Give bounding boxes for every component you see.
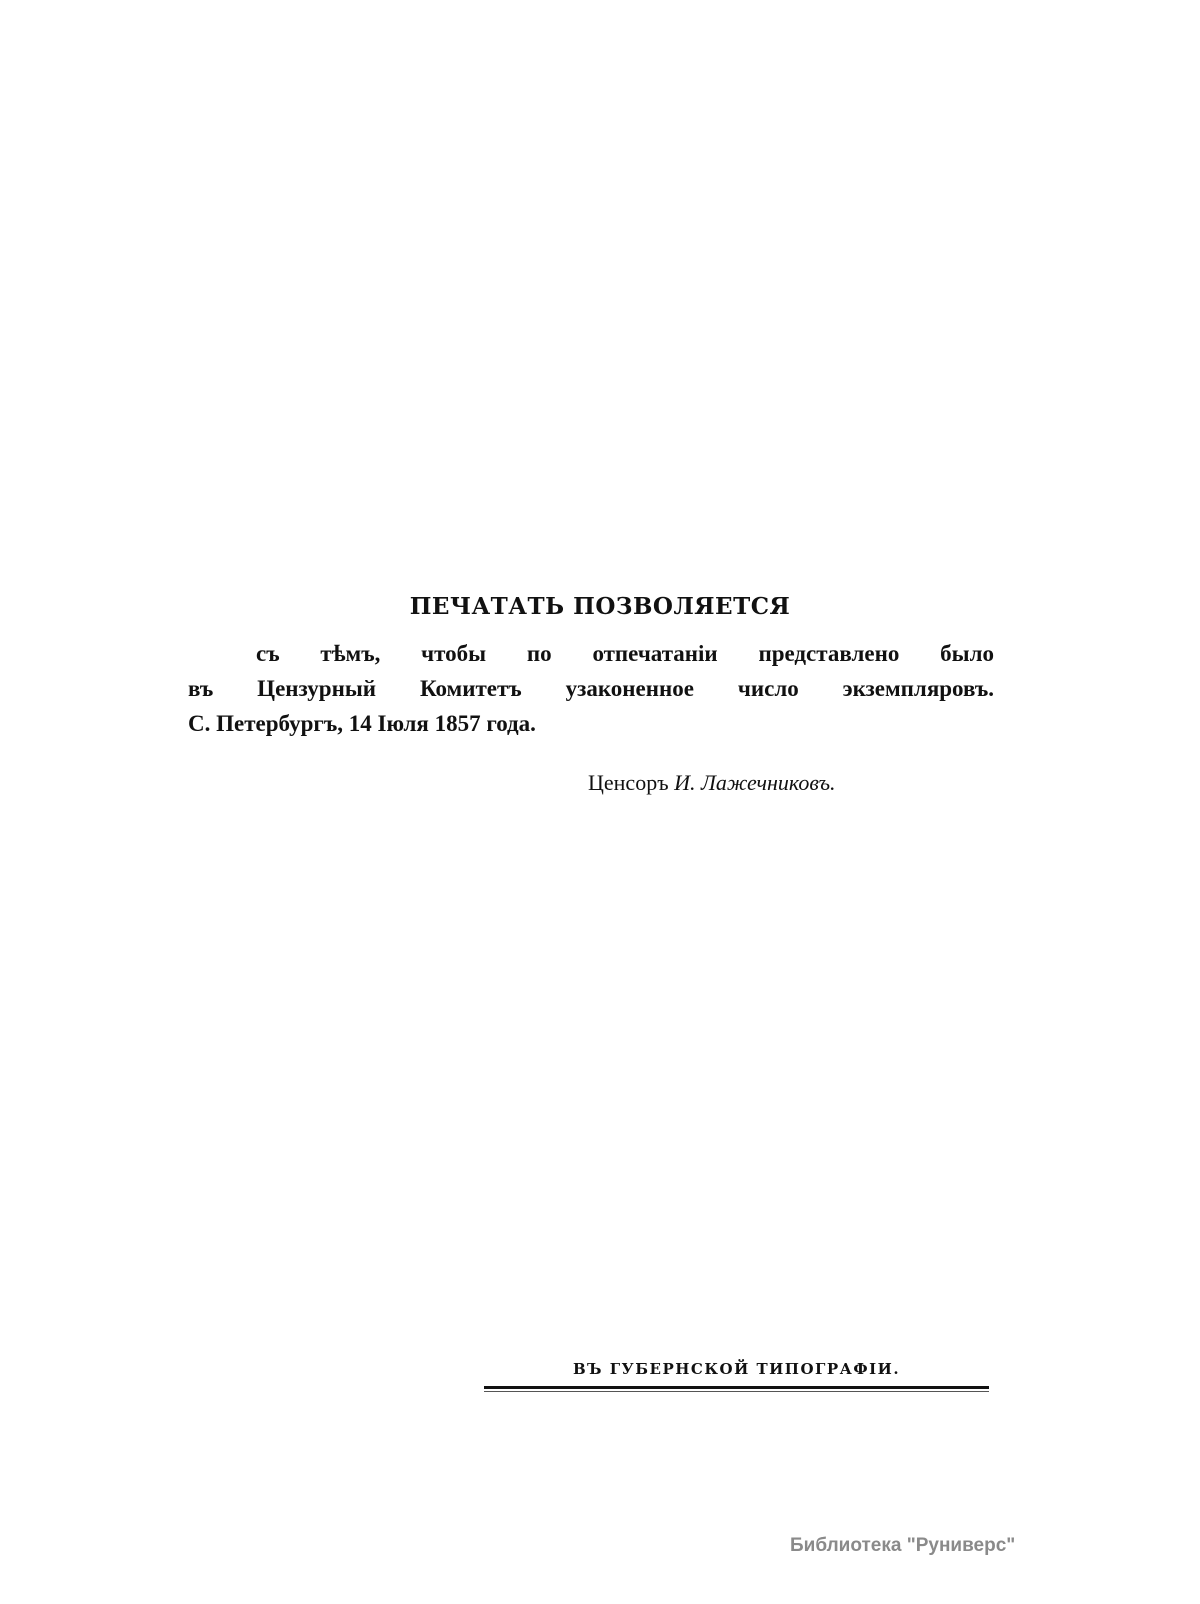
paragraph-line-1: съ тѣмъ, чтобы по отпечатаніи представлено было	[256, 641, 994, 666]
imprint-rule-thin	[484, 1391, 989, 1392]
paragraph-line-2: въ Цензурный Комитетъ узаконенное число экземпляровъ.	[188, 676, 994, 701]
paragraph-line-3: С. Петербургъ, 14 Іюля 1857 года.	[188, 711, 536, 736]
censor-title: Ценсоръ	[588, 770, 669, 795]
censorship-heading: ПЕЧАТАТЬ ПОЗВОЛЯЕТСЯ	[409, 593, 791, 620]
library-watermark: Библиотека "Руниверс"	[790, 1535, 1016, 1556]
censorship-paragraph	[188, 636, 994, 741]
censor-signature	[588, 768, 836, 798]
imprint-rule	[484, 1386, 989, 1389]
censor-name: И. Лажечниковъ.	[674, 770, 836, 795]
printer-imprint: ВЪ ГУБЕРНСКОЙ ТИПОГРАФІИ.	[572, 1360, 901, 1378]
